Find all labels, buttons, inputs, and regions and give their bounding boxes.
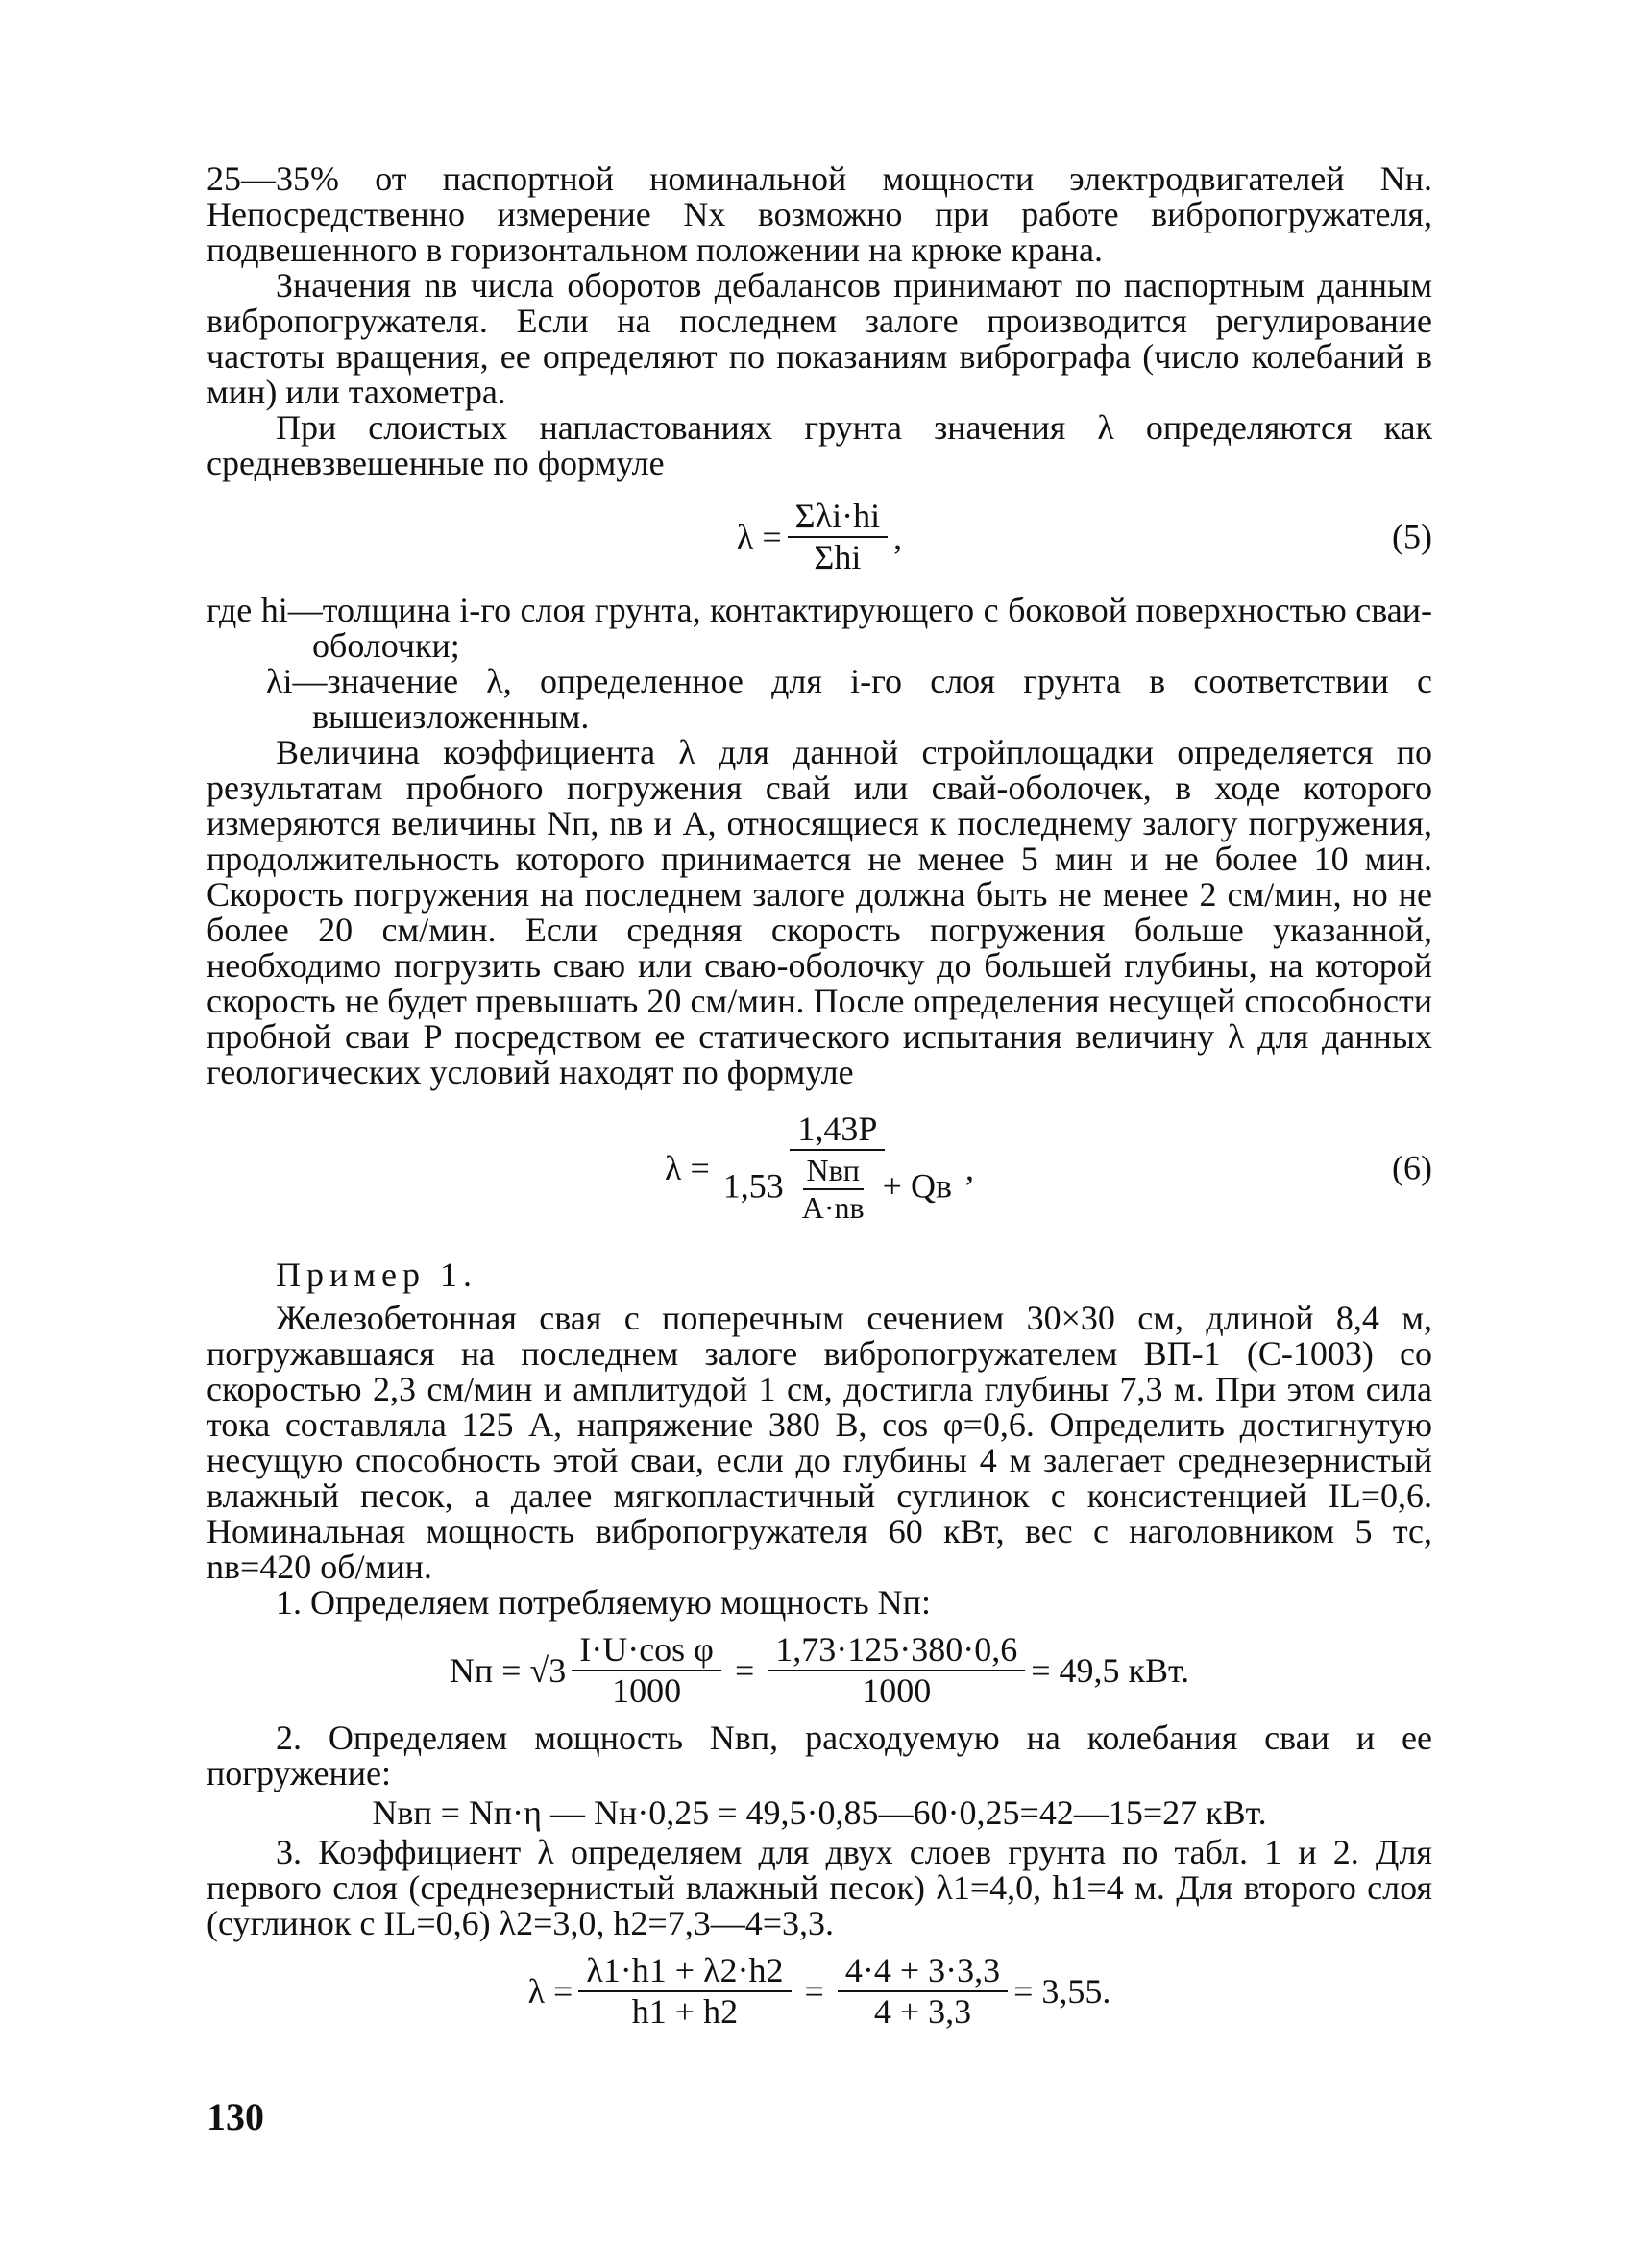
formula-power-result: = 49,5 кВт. (1031, 1650, 1190, 1690)
step-2: 2. Определяем мощность Nвп, расходуемую на колебания сваи и ее погружение: (207, 1719, 1432, 1792)
formula-lambda-equals: = (804, 1971, 824, 2011)
example-title: Пример 1. (276, 1256, 478, 1294)
paragraph-coefficient: Величина коэффициента λ для данной стройплощадки определяется по результатам пробного погружения свай или свай-оболочек, в ходе которого измеряются величины Nп, nв и A, относящиеся к последнему залогу погружения, продолжительность которого принимается не менее 5 мин и не более 10 мин. Скорость погружения на последнем залоге должна быть не менее 2 см/мин, но не более 20 см/мин. Если средняя скорость погружения больше указанной, необходимо погрузить сваю или сваю-оболочку до большей глубины, на которой скорость не будет превышать 20 см/мин. После определения несущей способности пробной сваи P посредством ее статического испытания величину λ для данных геологических условий находят по формуле (207, 733, 1432, 1091)
formula-power-equals: = (734, 1650, 755, 1690)
formula-power (207, 1626, 1432, 1715)
formula-6-denominator (716, 1151, 960, 1226)
equation-number-5: (5) (1392, 517, 1432, 556)
formula-5-numerator: Σλi·hi (788, 499, 888, 538)
paragraph-power-range: 25—35% от паспортной номинальной мощности электродвигателей Nн. Непосредственно измерение Nх возможно при работе вибропогружателя, подвешенного в горизонтальном положении на крюке крана. (207, 159, 1432, 269)
formula-power-denominator-1: 1000 (612, 1671, 682, 1710)
formula-power-lhs: Nп = √3 (449, 1650, 567, 1690)
formula-lambda-numerator-2: 4·4 + 3·3,3 (838, 1953, 1008, 1992)
formula-vibration-power: Nвп = Nп·η — Nн·0,25 = 49,5·0,85—60·0,25=42—15=27 кВт. (372, 1793, 1267, 1832)
formula-5-denominator: Σhi (814, 538, 862, 576)
formula-5-fraction (788, 499, 888, 575)
formula-lambda-result: = 3,55. (1013, 1971, 1111, 2011)
formula-lambda-denominator-1: h1 + h2 (631, 1992, 739, 2031)
definition-lambda: λi—значение λ, определенное для i-го слоя грунта в соответствии с вышеизложенным. (266, 662, 1432, 736)
paragraph-example-conditions: Железобетонная свая с поперечным сечением 30×30 см, длиной 8,4 м, погружавшаяся на последнем залоге вибропогружателем ВП-1 (С-1003) со скоростью 2,3 см/мин и амплитудой 1 см, достигла глубины 7,3 м. При этом сила тока составляла 125 А, напряжение 380 В, cos φ=0,6. Определить достигнутую несущую способность этой сваи, если до глубины 4 м залегает среднезернистый влажный песок, а далее мягкопластичный суглинок с консистенцией IL=0,6. Номинальная мощность вибропогружателя 60 кВт, вес с наголовником 5 тс, nв=420 об/мин. (207, 1299, 1432, 1586)
formula-6-fraction (716, 1111, 960, 1226)
formula-lambda-fraction-2 (838, 1953, 1008, 2030)
paragraph-rotation-speed: Значения nв числа оборотов дебалансов принимают по паспортным данным вибропогружателя. Если на последнем залоге производится регулирование частоты вращения, ее определяют по показаниям вибрографа (число колебаний в мин) или тахометра. (207, 266, 1432, 411)
formula-lambda-lhs: λ = (527, 1971, 573, 2011)
formula-6-den-prefix: 1,53 (722, 1165, 784, 1205)
formula-power-fraction-2 (768, 1632, 1025, 1709)
formula-5-lhs: λ = (736, 517, 782, 556)
formula-6-tail: , (964, 1148, 974, 1187)
paragraph-layered-soil: При слоистых напластованиях грунта значения λ определяются как средневзвешенные по формуле (207, 408, 1432, 482)
formula-power-denominator-2: 1000 (862, 1671, 932, 1710)
formula-lambda-denominator-2: 4 + 3,3 (873, 1992, 972, 2031)
step-3: 3. Коэффициент λ определяем для двух слоев грунта по табл. 1 и 2. Для первого слоя (среднезернистый влажный песок) λ1=4,0, h1=4 м. Для второго слоя (суглинок с IL=0,6) λ2=3,0, h2=7,3—4=3,3. (207, 1833, 1432, 1942)
formula-6 (207, 1096, 1432, 1240)
formula-6-inner-numerator: Nвп (803, 1153, 864, 1190)
formula-6-lhs: λ = (665, 1148, 710, 1187)
formula-power-fraction-1 (572, 1632, 721, 1709)
formula-lambda-average (207, 1947, 1432, 2036)
formula-5-tail: , (893, 517, 903, 556)
formula-6-inner-fraction (798, 1153, 868, 1226)
formula-lambda-fraction-1 (578, 1953, 791, 2030)
formula-power-numerator-1: I·U·cos φ (572, 1632, 721, 1671)
formula-5 (207, 487, 1432, 587)
step-1: 1. Определяем потребляемую мощность Nп: (276, 1583, 931, 1622)
formula-power-numerator-2: 1,73·125·380·0,6 (768, 1632, 1025, 1671)
equation-number-6: (6) (1392, 1148, 1432, 1187)
definition-h: где hi—толщина i-го слоя грунта, контактирующего с боковой поверхностью сваи-оболочки; (207, 591, 1432, 665)
formula-6-den-suffix: + Qв (882, 1165, 952, 1205)
formula-lambda-numerator-1: λ1·h1 + λ2·h2 (578, 1953, 791, 1992)
formula-6-numerator: 1,43P (790, 1111, 885, 1151)
formula-6-inner-denominator: A·nв (801, 1189, 865, 1225)
page-number: 130 (207, 2095, 264, 2138)
